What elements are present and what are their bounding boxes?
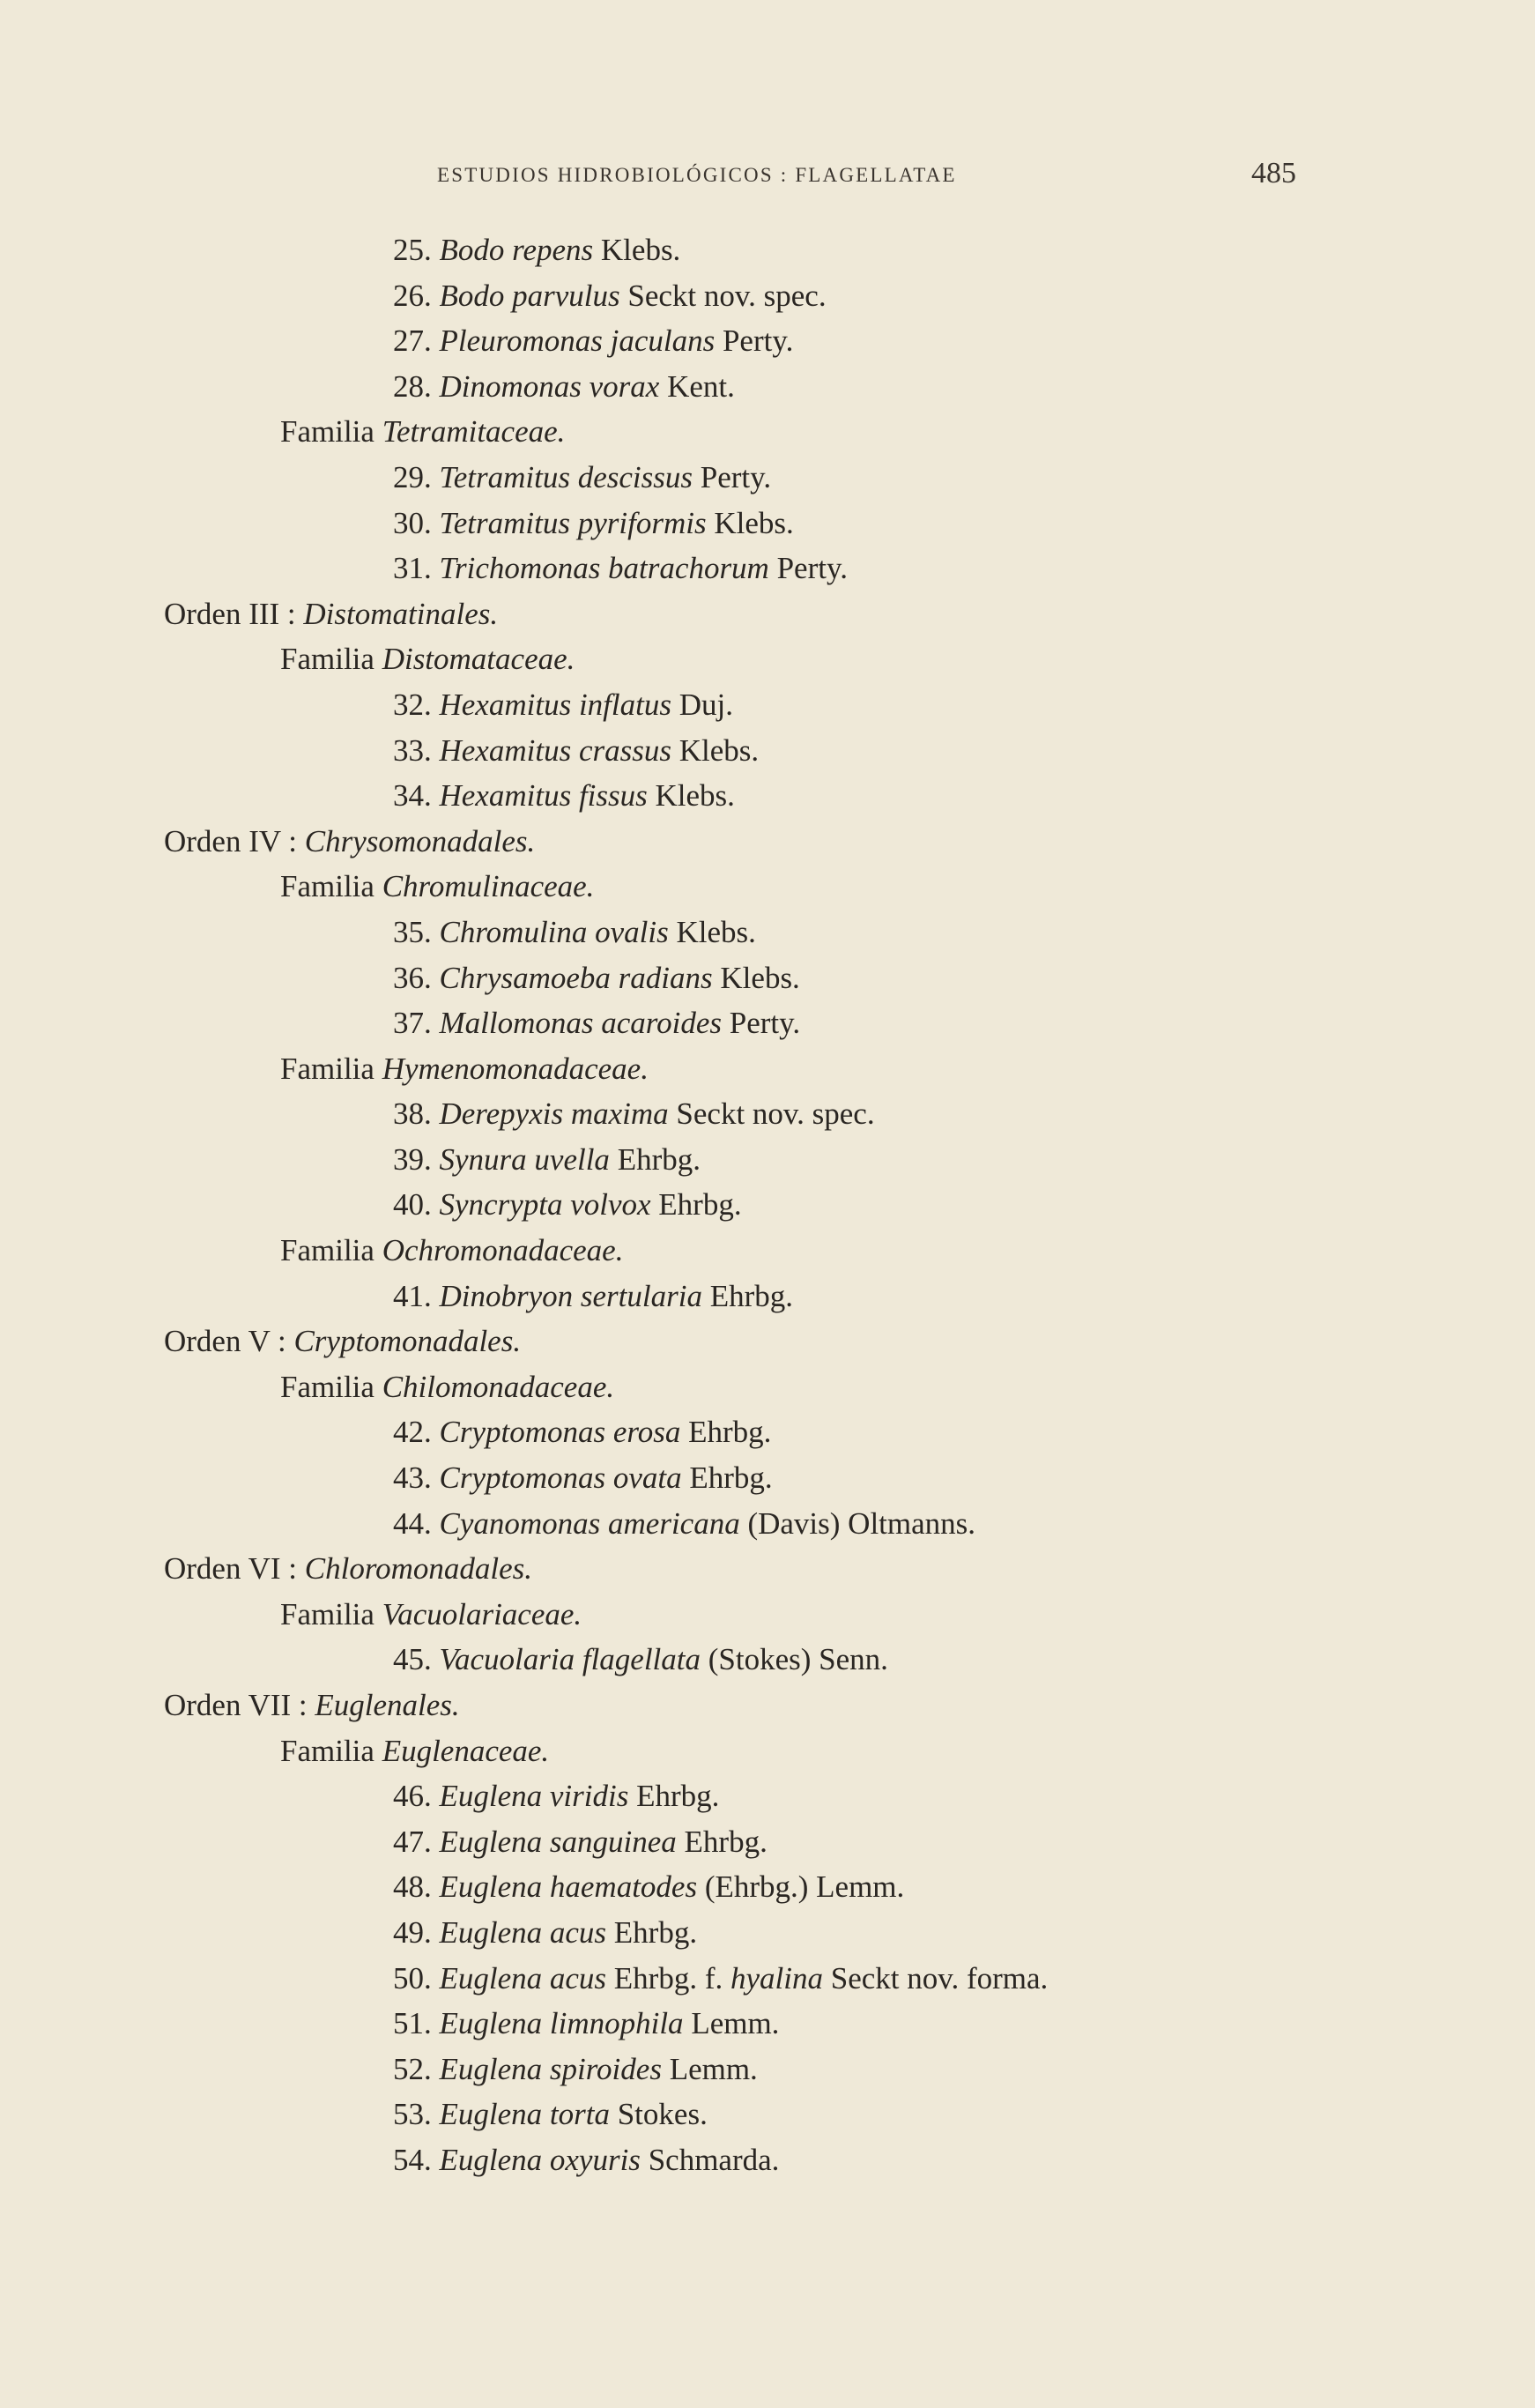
species-name: Dinobryon sertularia [439, 1278, 702, 1313]
species-author: Ehrbg. [709, 1278, 794, 1313]
form-author: Seckt nov. forma. [830, 1960, 1049, 1996]
species-number: 34. [393, 778, 432, 814]
species-number: 42. [393, 1415, 432, 1450]
familia-label: Familia [280, 1233, 374, 1268]
species-number: 30. [393, 505, 432, 540]
orden-label: Orden IV : [164, 823, 297, 858]
species-author: Ehrbg. f. [613, 1960, 723, 1996]
species-author: Seckt nov. spec. [676, 1096, 875, 1132]
page-header [437, 157, 1318, 196]
species-author: Klebs. [676, 914, 756, 949]
species-author: Perty. [722, 323, 794, 359]
familia-heading [0, 1592, 1535, 1638]
species-author: Ehrbg. [617, 1141, 701, 1177]
species-entry [0, 273, 1535, 319]
species-entry [0, 546, 1535, 591]
species-name: Chrysamoeba radians [439, 960, 713, 995]
familia-label: Familia [280, 1733, 374, 1768]
species-name: Tetramitus pyriformis [439, 505, 707, 540]
species-number: 50. [393, 1960, 432, 1996]
species-author: (Davis) Oltmanns. [747, 1505, 976, 1541]
species-number: 53. [393, 2097, 432, 2132]
species-number: 31. [393, 551, 432, 586]
species-entry [0, 227, 1535, 273]
familia-heading [0, 636, 1535, 682]
familia-name: Hymenomonadaceae. [382, 1051, 649, 1086]
orden-name: Chrysomonadales. [304, 823, 536, 858]
species-number: 49. [393, 1914, 432, 1950]
form-name: hyalina [730, 1960, 823, 1996]
familia-name: Vacuolariaceae. [382, 1596, 582, 1631]
species-author: Stokes. [617, 2097, 708, 2132]
orden-name: Distomatinales. [303, 596, 499, 631]
species-author: Ehrbg. [688, 1415, 772, 1450]
species-name: Euglena acus [439, 1914, 607, 1950]
species-author: Ehrbg. [689, 1460, 773, 1496]
species-entry [0, 1274, 1535, 1319]
species-entry [0, 2137, 1535, 2183]
species-number: 29. [393, 459, 432, 494]
familia-name: Euglenaceae. [382, 1733, 550, 1768]
species-number: 28. [393, 368, 432, 404]
species-entry [0, 364, 1535, 410]
orden-heading [0, 1546, 1535, 1592]
species-name: Cryptomonas ovata [439, 1460, 682, 1496]
species-number: 46. [393, 1779, 432, 1814]
species-name: Euglena spiroides [439, 2051, 662, 2086]
species-author: Duj. [679, 687, 733, 722]
orden-heading [0, 819, 1535, 865]
orden-heading [0, 1683, 1535, 1728]
species-number: 47. [393, 1824, 432, 1859]
species-number: 54. [393, 2142, 432, 2177]
species-name: Bodo repens [439, 233, 594, 267]
species-number: 35. [393, 914, 432, 949]
orden-heading [0, 1319, 1535, 1364]
species-name: Cyanomonas americana [439, 1505, 740, 1541]
species-name: Pleuromonas jaculans [439, 323, 716, 359]
species-number: 37. [393, 1006, 432, 1041]
taxon-list [0, 227, 1535, 2183]
species-number: 41. [393, 1278, 432, 1313]
species-entry [0, 1956, 1535, 2002]
species-author: Perty. [700, 459, 772, 494]
orden-name: Cryptomonadales. [293, 1324, 522, 1359]
species-entry [0, 1637, 1535, 1683]
species-number: 39. [393, 1141, 432, 1177]
species-entry [0, 955, 1535, 1001]
species-number: 25. [393, 233, 432, 267]
species-entry [0, 2047, 1535, 2092]
species-number: 33. [393, 732, 432, 768]
species-entry [0, 682, 1535, 728]
species-author: Klebs. [714, 505, 794, 540]
familia-heading [0, 864, 1535, 910]
species-entry [0, 1182, 1535, 1228]
orden-heading [0, 591, 1535, 637]
familia-label: Familia [280, 642, 374, 677]
familia-label: Familia [280, 1596, 374, 1631]
familia-label: Familia [280, 414, 374, 450]
running-head: ESTUDIOS HIDROBIOLÓGICOS : FLAGELLATAE [437, 164, 957, 186]
species-name: Mallomonas acaroides [439, 1006, 722, 1041]
species-name: Derepyxis maxima [439, 1096, 669, 1132]
species-number: 44. [393, 1505, 432, 1541]
species-name: Euglena haematodes [439, 1869, 698, 1905]
species-entry [0, 1455, 1535, 1501]
species-number: 52. [393, 2051, 432, 2086]
species-author: Perty. [776, 551, 848, 586]
species-author: Klebs. [600, 233, 681, 267]
species-author: Kent. [667, 368, 735, 404]
species-entry [0, 773, 1535, 819]
species-entry [0, 1501, 1535, 1547]
orden-label: Orden V : [164, 1324, 286, 1359]
species-entry [0, 1864, 1535, 1910]
species-author: Klebs. [655, 778, 735, 814]
species-author: Seckt nov. spec. [627, 278, 827, 313]
species-entry [0, 1091, 1535, 1137]
orden-name: Chloromonadales. [304, 1551, 533, 1587]
species-author: Schmarda. [648, 2142, 780, 2177]
species-author: Klebs. [679, 732, 760, 768]
species-name: Tetramitus descissus [439, 459, 693, 494]
species-entry [0, 2001, 1535, 2047]
species-author: Ehrbg. [613, 1914, 698, 1950]
species-entry [0, 455, 1535, 501]
species-name: Hexamitus crassus [439, 732, 671, 768]
species-author: Ehrbg. [658, 1187, 742, 1223]
species-entry [0, 910, 1535, 955]
species-author: Perty. [729, 1006, 801, 1041]
species-name: Trichomonas batrachorum [439, 551, 769, 586]
species-entry [0, 1000, 1535, 1046]
familia-name: Chromulinaceae. [382, 869, 595, 904]
species-number: 43. [393, 1460, 432, 1496]
orden-label: Orden VI : [164, 1551, 297, 1587]
familia-heading [0, 409, 1535, 455]
species-entry [0, 1819, 1535, 1865]
familia-name: Tetramitaceae. [382, 414, 566, 450]
familia-heading [0, 1728, 1535, 1774]
species-author: Ehrbg. [684, 1824, 768, 1859]
familia-label: Familia [280, 869, 374, 904]
species-name: Synura uvella [439, 1141, 610, 1177]
species-name: Bodo parvulus [439, 278, 620, 313]
species-name: Cryptomonas erosa [439, 1415, 681, 1450]
familia-heading [0, 1046, 1535, 1092]
orden-label: Orden VII : [164, 1688, 308, 1722]
species-name: Vacuolaria flagellata [439, 1642, 701, 1677]
species-number: 48. [393, 1869, 432, 1905]
species-author: Lemm. [669, 2051, 758, 2086]
familia-label: Familia [280, 1051, 374, 1086]
species-number: 45. [393, 1642, 432, 1677]
species-entry [0, 1910, 1535, 1956]
species-author: Ehrbg. [636, 1779, 720, 1814]
species-number: 26. [393, 278, 432, 313]
species-entry [0, 1409, 1535, 1455]
species-name: Hexamitus inflatus [439, 687, 671, 722]
species-author: (Stokes) Senn. [708, 1642, 888, 1677]
orden-label: Orden III : [164, 596, 296, 631]
page-number: 485 [1251, 157, 1296, 190]
species-author: Lemm. [691, 2006, 780, 2041]
familia-heading [0, 1364, 1535, 1410]
species-entry [0, 318, 1535, 364]
species-entry [0, 2092, 1535, 2137]
species-author: Klebs. [720, 960, 800, 995]
species-name: Euglena acus [439, 1960, 607, 1996]
species-entry [0, 728, 1535, 774]
familia-heading [0, 1228, 1535, 1274]
species-name: Euglena limnophila [439, 2006, 684, 2041]
orden-name: Euglenales. [315, 1688, 460, 1722]
species-name: Hexamitus fissus [439, 778, 648, 814]
species-number: 51. [393, 2006, 432, 2041]
species-number: 38. [393, 1096, 432, 1132]
familia-name: Distomataceae. [382, 642, 575, 677]
species-name: Euglena oxyuris [439, 2142, 641, 2177]
species-entry [0, 1773, 1535, 1819]
familia-label: Familia [280, 1369, 374, 1404]
species-name: Euglena torta [439, 2097, 610, 2132]
species-name: Dinomonas vorax [439, 368, 660, 404]
species-number: 40. [393, 1187, 432, 1223]
species-entry [0, 1137, 1535, 1183]
species-author: (Ehrbg.) Lemm. [704, 1869, 905, 1905]
species-number: 36. [393, 960, 432, 995]
species-name: Euglena viridis [439, 1779, 629, 1814]
species-name: Chromulina ovalis [439, 914, 669, 949]
familia-name: Ochromonadaceae. [382, 1233, 624, 1268]
species-number: 32. [393, 687, 432, 722]
species-number: 27. [393, 323, 432, 359]
species-name: Euglena sanguinea [439, 1824, 677, 1859]
species-entry [0, 501, 1535, 546]
familia-name: Chilomonadaceae. [382, 1369, 615, 1404]
species-name: Syncrypta volvox [439, 1187, 651, 1223]
